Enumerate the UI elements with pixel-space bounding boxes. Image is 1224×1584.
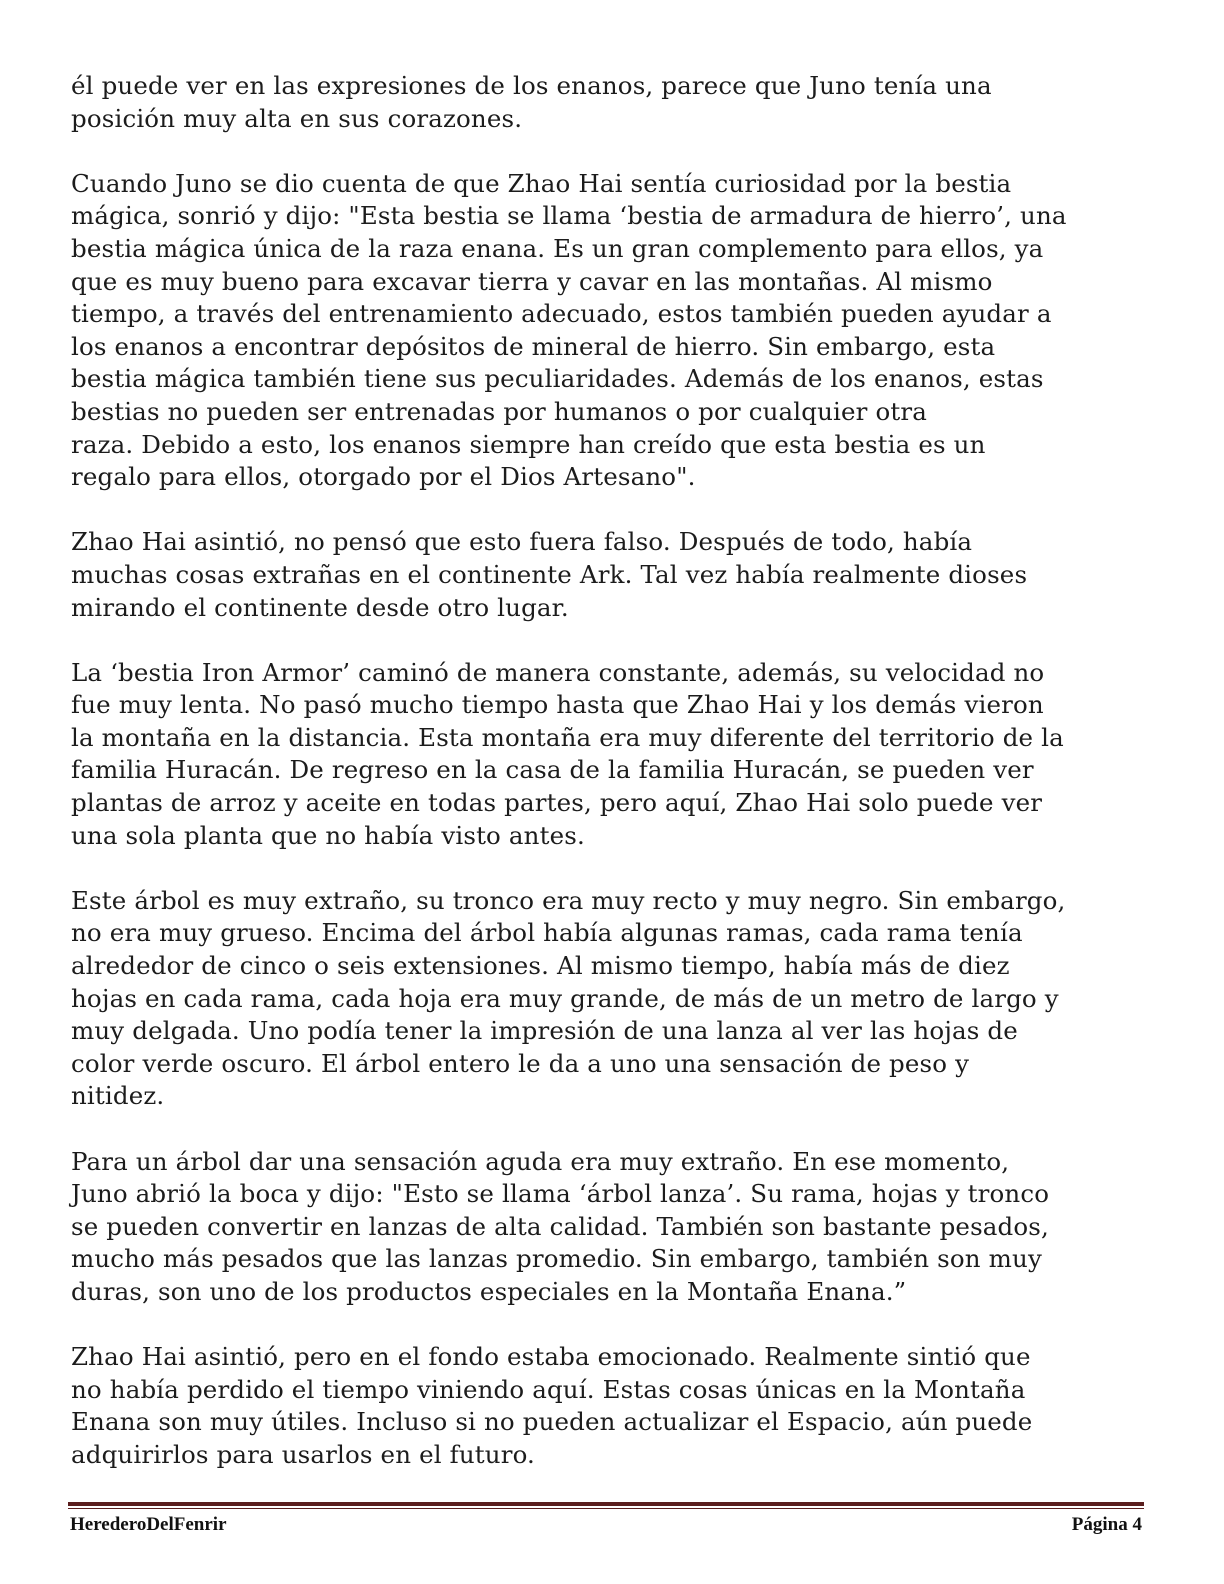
- text-line: Zhao Hai asintió, pero en el fondo estaba emocionado. Realmente sintió que: [71, 1342, 1031, 1372]
- text-line: la montaña en la distancia. Esta montaña era muy diferente del territorio de la: [71, 722, 1064, 752]
- paragraph-3: [71, 526, 1151, 624]
- text-line: Para un árbol dar una sensación aguda era muy extraño. En ese momento,: [71, 1146, 1010, 1176]
- page-number: Página 4: [1071, 1514, 1142, 1535]
- paragraph-5: [71, 885, 1151, 1113]
- text-line: Cuando Juno se dio cuenta de que Zhao Hai sentía curiosidad por la bestia: [71, 168, 1012, 198]
- text-line: alrededor de cinco o seis extensiones. Al mismo tiempo, había más de diez: [71, 951, 1010, 981]
- text-line: duras, son uno de los productos especiales en la Montaña Enana.”: [71, 1276, 907, 1306]
- text-line: mágica, sonrió y dijo: "Esta bestia se llama ‘bestia de armadura de hierro’, una: [71, 201, 1067, 231]
- text-line: La ‘bestia Iron Armor’ caminó de manera constante, además, su velocidad no: [71, 657, 1045, 687]
- text-line: color verde oscuro. El árbol entero le da a uno una sensación de peso y: [71, 1048, 970, 1078]
- text-line: muchas cosas extrañas en el continente Ark. Tal vez había realmente dioses: [71, 559, 1028, 589]
- text-line: hojas en cada rama, cada hoja era muy grande, de más de un metro de largo y: [71, 983, 1059, 1013]
- text-line: Este árbol es muy extraño, su tronco era muy recto y muy negro. Sin embargo,: [71, 885, 1066, 915]
- text-line: no había perdido el tiempo viniendo aquí. Estas cosas únicas en la Montaña: [71, 1374, 1026, 1404]
- text-line: tiempo, a través del entrenamiento adecuado, estos también pueden ayudar a: [71, 299, 1052, 329]
- text-line: bestia mágica única de la raza enana. Es un gran complemento para ellos, ya: [71, 233, 1044, 263]
- text-line: no era muy grueso. Encima del árbol había algunas ramas, cada rama tenía: [71, 918, 1023, 948]
- text-line: fue muy lenta. No pasó mucho tiempo hasta que Zhao Hai y los demás vieron: [71, 690, 1044, 720]
- text-line: nitidez.: [71, 1081, 165, 1111]
- footer-divider: [68, 1502, 1144, 1506]
- footer-author: HerederoDelFenrir: [70, 1514, 227, 1535]
- text-line: mucho más pesados que las lanzas promedio. Sin embargo, también son muy: [71, 1244, 1042, 1274]
- text-line: regalo para ellos, otorgado por el Dios Artesano".: [71, 462, 696, 492]
- text-line: bestias no pueden ser entrenadas por humanos o por cualquier otra: [71, 396, 927, 426]
- text-line: una sola planta que no había visto antes.: [71, 820, 585, 850]
- text-line: bestia mágica también tiene sus peculiaridades. Además de los enanos, estas: [71, 364, 1044, 394]
- text-line: Zhao Hai asintió, no pensó que esto fuera falso. Después de todo, había: [71, 527, 973, 557]
- text-line: se pueden convertir en lanzas de alta calidad. También son bastante pesados,: [71, 1211, 1049, 1241]
- text-line: posición muy alta en sus corazones.: [71, 103, 523, 133]
- text-line: los enanos a encontrar depósitos de mineral de hierro. Sin embargo, esta: [71, 331, 996, 361]
- paragraph-1: [71, 70, 1151, 135]
- text-line: plantas de arroz y aceite en todas partes, pero aquí, Zhao Hai solo puede ver: [71, 788, 1043, 818]
- paragraph-2: [71, 168, 1151, 494]
- text-line: Juno abrió la boca y dijo: "Esto se llama ‘árbol lanza’. Su rama, hojas y tronco: [71, 1179, 1050, 1209]
- text-line: familia Huracán. De regreso en la casa de la familia Huracán, se pueden ver: [71, 755, 1034, 785]
- text-line: mirando el continente desde otro lugar.: [71, 592, 569, 622]
- footer-divider-thin: [68, 1508, 1144, 1509]
- paragraph-7: [71, 1341, 1151, 1471]
- document-body: [71, 70, 1151, 1504]
- paragraph-6: [71, 1146, 1151, 1309]
- text-line: Enana son muy útiles. Incluso si no pueden actualizar el Espacio, aún puede: [71, 1407, 1033, 1437]
- text-line: que es muy bueno para excavar tierra y cavar en las montañas. Al mismo: [71, 266, 993, 296]
- text-line: adquirirlos para usarlos en el futuro.: [71, 1439, 535, 1469]
- text-line: él puede ver en las expresiones de los enanos, parece que Juno tenía una: [71, 71, 992, 100]
- paragraph-4: [71, 657, 1151, 853]
- text-line: muy delgada. Uno podía tener la impresión de una lanza al ver las hojas de: [71, 1016, 1018, 1046]
- text-line: raza. Debido a esto, los enanos siempre han creído que esta bestia es un: [71, 429, 986, 459]
